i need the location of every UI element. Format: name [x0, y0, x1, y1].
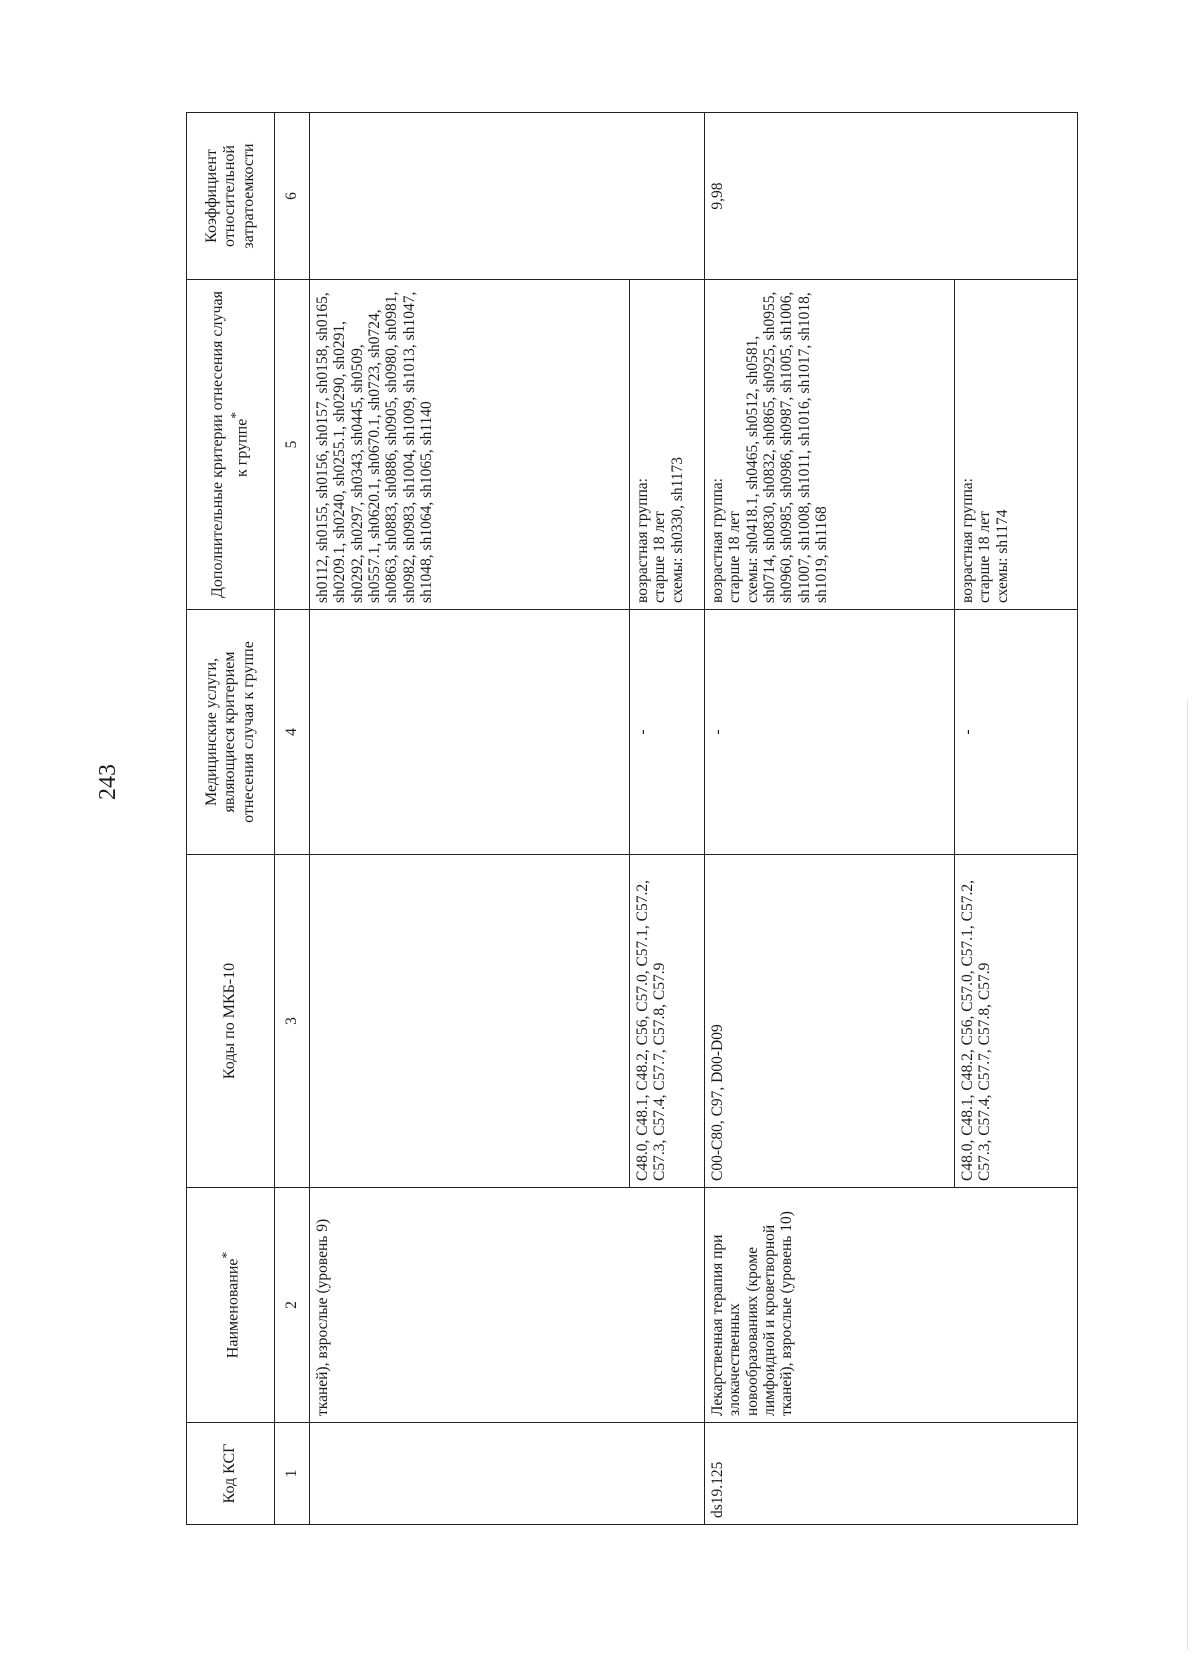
cell-mkb: C48.0, C48.1, C48.2, C56, C57.0, C57.1, C57.2, C57.3, C57.4, C57.7, C57.8, C57.9 [630, 855, 705, 1188]
cell-mkb [310, 855, 630, 1188]
cell-services [310, 610, 630, 855]
index-cell: 6 [275, 113, 310, 280]
header-coefficient: Коэффициент относительной затратоемкости [187, 113, 275, 280]
cell-services: - [955, 610, 1078, 855]
header-criteria: Дополнительные критерии отнесения случая к группе* [187, 280, 275, 610]
index-cell: 4 [275, 610, 310, 855]
cell-criteria: возрастная группа: старше 18 лет схемы: sh0418.1, sh0465, sh0512, sh0581, sh0714, sh0830, sh0832, sh0865, sh0925, sh0955, sh0960, sh0985, sh0986, sh0987, sh1005, sh1006, sh1007, sh1008, sh1011, sh1016, sh1017, sh1018, sh1019, sh1168 [705, 280, 955, 610]
header-services: Медицинские услуги, являющиеся критерием отнесения случая к группе [187, 610, 275, 855]
header-name: Наименование* [187, 1188, 275, 1423]
cell-services: - [630, 610, 705, 855]
cell-coefficient [310, 113, 705, 280]
index-cell: 1 [275, 1423, 310, 1525]
cell-criteria: возрастная группа: старше 18 лет схемы: sh0330, sh1173 [630, 280, 705, 610]
cell-name: Лекарственная терапия при злокачественных новообразованиях (кроме лимфоидной и кроветворной тканей), взрослые (уровень 10) [705, 1188, 1078, 1423]
ksg-table [186, 112, 1078, 1525]
cell-code [310, 1423, 705, 1525]
header-row [187, 113, 275, 1525]
header-code: Код КСГ [187, 1423, 275, 1525]
scan-artifact-line [1187, 700, 1188, 1650]
cell-coefficient: 9,98 [705, 113, 1078, 280]
cell-name: тканей), взрослые (уровень 9) [310, 1188, 705, 1423]
cell-criteria: sh0112, sh0155, sh0156, sh0157, sh0158, sh0165, sh0209.1, sh0240, sh0255.1, sh0290, sh0291, sh0292, sh0297, sh0343, sh0445, sh0509, sh0557.1, sh0620.1, sh0670.1, sh0723, sh0724, sh0863, sh0883, sh0886, sh0905, sh0980, sh0981, sh0982, sh0983, sh1004, sh1009, sh1013, sh1047, sh1048, sh1064, sh1065, sh1140 [310, 280, 630, 610]
cell-services: - [705, 610, 955, 855]
cell-criteria: возрастная группа: старше 18 лет схемы: sh1174 [955, 280, 1078, 610]
cell-mkb: C00-C80, C97, D00-D09 [705, 855, 955, 1188]
cell-mkb: C48.0, C48.1, C48.2, C56, C57.0, C57.1, C57.2, C57.3, C57.4, C57.7, C57.8, C57.9 [955, 855, 1078, 1188]
table-row [310, 113, 630, 1525]
page-number: 243 [95, 764, 121, 800]
index-cell: 3 [275, 855, 310, 1188]
column-index-row [275, 113, 310, 1525]
cell-code: ds19.125 [705, 1423, 1078, 1525]
table-row [705, 113, 955, 1525]
header-mkb: Коды по МКБ-10 [187, 855, 275, 1188]
table-container [186, 113, 1078, 1525]
index-cell: 5 [275, 280, 310, 610]
index-cell: 2 [275, 1188, 310, 1423]
